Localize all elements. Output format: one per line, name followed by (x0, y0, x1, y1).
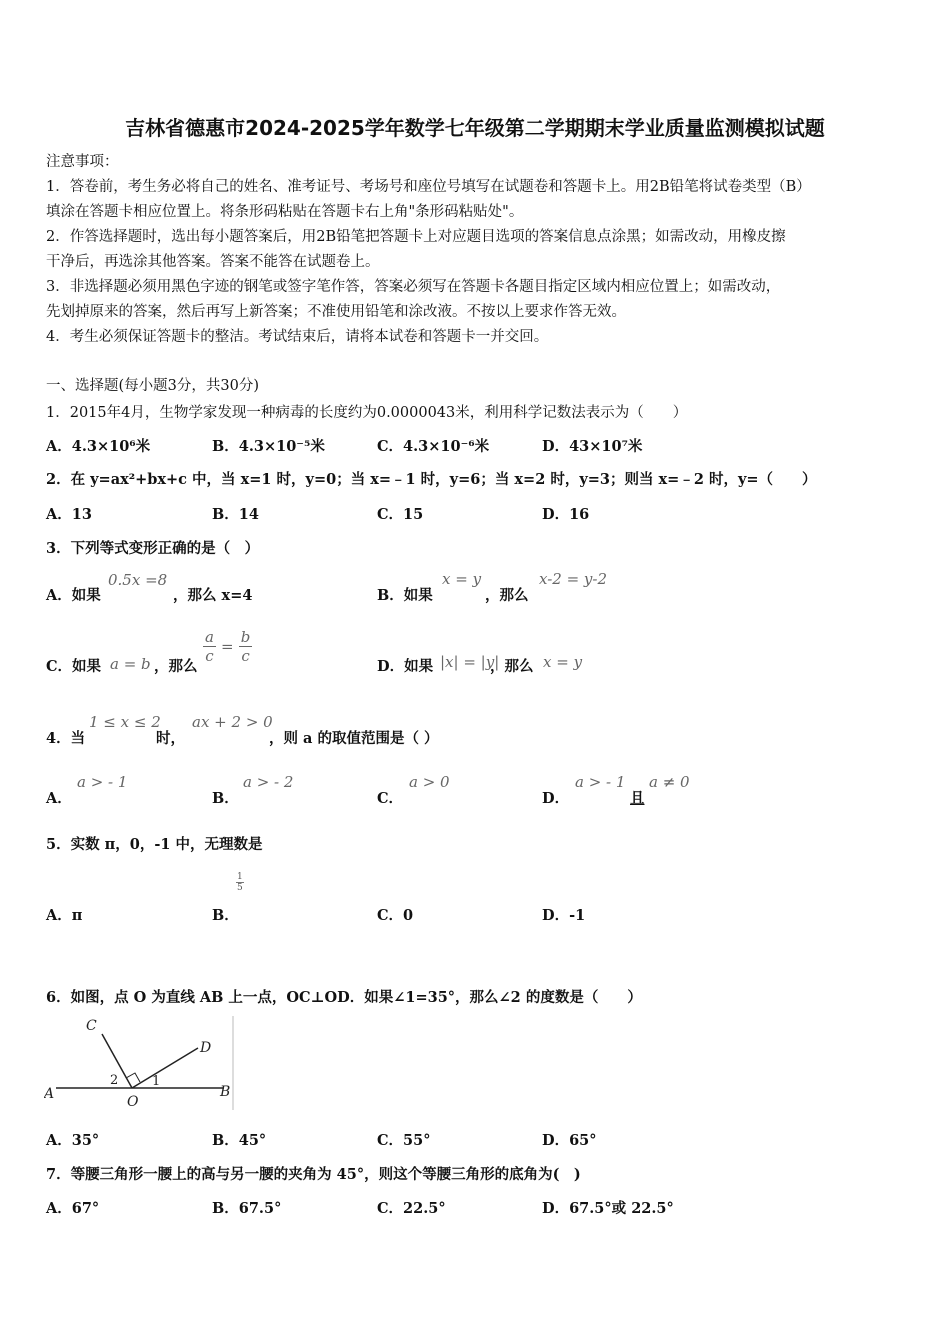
question-6-stem: 6．如图，点 O 为直线 AB 上一点，OC⊥OD．如果∠1=35°，那么∠2 的度数是（ ） (46, 989, 642, 1006)
q5-option-b-fraction (236, 872, 244, 893)
q4-option-a-math: a > - 1 (77, 773, 128, 791)
notes-line-6: 先划掉原来的答案，然后再写上新答案；不准使用铅笔和涂改液。不按以上要求作答无效。 (46, 304, 626, 320)
question-3-stem: 3．下列等式变形正确的是（ ） (46, 540, 260, 557)
q1-option-a: A．4.3×10⁶米 (46, 438, 151, 455)
notes-line-5: 3．非选择题必须用黑色字迹的钢笔或签字笔作答，答案必须写在答题卡各题目指定区域内相应位置上；如需改动， (46, 279, 781, 295)
q3-option-c-mid: ，那么 (154, 658, 198, 675)
q3-option-b-math1: x = y (442, 570, 482, 588)
q7-option-a: A．67° (46, 1200, 100, 1217)
label-c: C (86, 1018, 97, 1034)
fraction-a-over-c (203, 628, 216, 665)
q3-option-d-math1: |x| = |y| (440, 653, 500, 671)
fraction-numerator: 1 (237, 872, 243, 882)
fraction-denominator: 5 (237, 883, 243, 893)
q5-option-c: C．0 (377, 907, 414, 924)
q4-option-a-label: A． (46, 790, 72, 807)
label-o: O (127, 1094, 139, 1110)
fraction-denominator: c (241, 647, 250, 665)
fraction-b-over-c (239, 628, 253, 665)
page-title: 吉林省德惠市2024-2025学年数学七年级第二学期期末学业质量监测模拟试题 (125, 116, 825, 140)
q5-option-b-label: B． (212, 907, 239, 924)
q4-stem-math2: ax + 2 > 0 (192, 713, 273, 731)
q3-option-b-mid: ，那么 (485, 587, 529, 604)
fraction-denominator: c (205, 647, 214, 665)
q5-option-a: A．π (46, 907, 83, 924)
question-1-stem: 1．2015年4月，生物学家发现一种病毒的长度约为0.0000043米，利用科学记数法表示为（ ） (46, 405, 688, 421)
section-heading: 一、选择题(每小题3分，共30分) (46, 378, 259, 394)
q4-stem-math1: 1 ≤ x ≤ 2 (89, 713, 161, 731)
q4-option-b-label: B． (212, 790, 239, 807)
q6-option-d: D．65° (542, 1132, 597, 1149)
q4-stem-mid: 时， (156, 730, 185, 747)
q4-option-b-math: a > - 2 (243, 773, 294, 791)
question-4-prefix (46, 727, 85, 748)
label-a: A (44, 1086, 55, 1102)
q4-option-c-label: C． (377, 790, 404, 807)
geometry-figure (44, 1014, 236, 1112)
notes-line-4: 干净后，再选涂其他答案。答案不能答在试题卷上。 (46, 254, 380, 270)
fraction-equals: = (221, 637, 234, 656)
question-7-stem: 7．等腰三角形一腰上的高与另一腰的夹角为 45°，则这个等腰三角形的底角为( ) (46, 1166, 581, 1183)
q3-option-a-prefix: A．如果 (46, 587, 101, 604)
notes-line-3: 2．作答选择题时，选出每小题答案后，用2B铅笔把答题卡上对应题目选项的答案信息点涂黑；如需改动，用橡皮擦 (46, 229, 786, 245)
q1-option-d: D．43×10⁷米 (542, 438, 643, 455)
question-2-stem: 2．在 y=ax²+bx+c 中，当 x=1 时，y=0；当 x=﹣1 时，y=6；当 x=2 时，y=3；则当 x=﹣2 时，y=（ ） (46, 471, 817, 488)
q3-option-c-prefix: C．如果 (46, 658, 102, 675)
q4-option-d-math1: a > - 1 (575, 773, 626, 791)
q3-option-d-math2: x = y (543, 653, 583, 671)
label-angle-1: 1 (152, 1074, 161, 1089)
q2-option-a: A．13 (46, 506, 92, 523)
question-5-stem: 5．实数 π，0，-1 中，无理数是 (46, 836, 263, 853)
notes-line-1: 1．答卷前，考生务必将自己的姓名、准考证号、考场号和座位号填写在试题卷和答题卡上。用2B铅笔将试卷类型（B） (46, 179, 811, 195)
q2-option-b: B．14 (212, 506, 259, 523)
q7-option-b: B．67.5° (212, 1200, 282, 1217)
q4-option-d-label: D． (542, 790, 570, 807)
label-d: D (200, 1040, 212, 1056)
q6-option-b: B．45° (212, 1132, 267, 1149)
q6-option-a: A．35° (46, 1132, 100, 1149)
q3-option-b-prefix: B．如果 (377, 587, 433, 604)
q4-stem-prefix: 4．当 (46, 730, 86, 747)
notes-line-7: 4．考生必须保证答题卡的整洁。考试结束后，请将本试卷和答题卡一并交回。 (46, 329, 549, 345)
fraction-numerator: b (240, 628, 251, 646)
q6-option-c: C．55° (377, 1132, 431, 1149)
q3-option-d-mid: ，那么 (490, 658, 534, 675)
q4-option-d-and: 且 (630, 790, 645, 807)
q3-option-c-fraction (203, 628, 252, 665)
q3-option-a-math: 0.5x =8 (108, 571, 168, 589)
label-b: B (220, 1084, 231, 1100)
q3-option-c-math: a = b (110, 655, 151, 673)
q5-option-d: D．-1 (542, 907, 586, 924)
ray-od (132, 1048, 198, 1088)
q4-stem-suffix: ，则 a 的取值范围是（ ） (269, 730, 439, 747)
fraction-numerator: a (205, 628, 214, 646)
label-angle-2: 2 (110, 1073, 119, 1088)
q3-option-d-prefix: D．如果 (377, 658, 434, 675)
q4-option-c-math: a > 0 (409, 773, 450, 791)
notes-heading: 注意事项： (46, 154, 119, 170)
q2-option-c: C．15 (377, 506, 424, 523)
q2-option-d: D．16 (542, 506, 590, 523)
q3-option-a-mid: ，那么 x=4 (173, 587, 253, 604)
notes-line-2: 填涂在答题卡相应位置上。将条形码粘贴在答题卡右上角"条形码粘贴处"。 (46, 204, 524, 220)
q3-option-b-math2: x-2 = y-2 (539, 570, 607, 588)
q1-option-b: B．4.3×10⁻⁵米 (212, 438, 325, 455)
q7-option-c: C．22.5° (377, 1200, 446, 1217)
q4-option-d-math2: a ≠ 0 (649, 773, 690, 791)
q1-option-c: C．4.3×10⁻⁶米 (377, 438, 490, 455)
q7-option-d: D．67.5°或 22.5° (542, 1200, 674, 1217)
